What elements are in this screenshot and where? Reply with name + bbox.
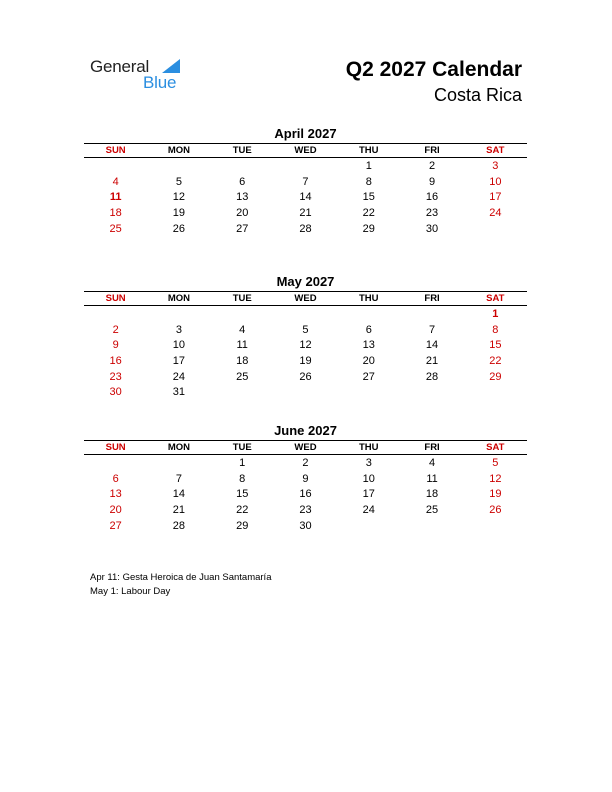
day-cell: 17	[489, 191, 502, 204]
day-cell: 20	[109, 503, 122, 516]
day-cell: 30	[425, 222, 439, 235]
weekday-label-tue: TUE	[232, 145, 252, 156]
week-row	[84, 384, 527, 400]
weekday-label-sat: SAT	[486, 293, 505, 304]
weekday-label-thu: THU	[359, 145, 379, 156]
day-cell: 19	[299, 354, 312, 367]
day-cell: 16	[299, 488, 312, 501]
weekday-label-sat: SAT	[486, 145, 505, 156]
week-row	[84, 471, 527, 487]
week-row	[84, 158, 527, 174]
weekday-header-row	[84, 440, 527, 455]
week-row	[84, 306, 527, 322]
day-cell: 15	[362, 191, 375, 204]
month-june	[84, 422, 527, 533]
week-row	[84, 189, 527, 205]
day-cell: 20	[362, 354, 375, 367]
weekday-label-fri: FRI	[424, 442, 440, 453]
day-cell: 29	[489, 370, 502, 383]
country-name: Costa Rica	[433, 85, 522, 105]
holiday-list	[90, 571, 271, 598]
day-cell: 12	[489, 472, 502, 485]
day-cell: 18	[109, 206, 122, 219]
day-cell: 14	[425, 339, 439, 352]
day-cell: 15	[489, 339, 502, 352]
weekday-label-mon: MON	[167, 145, 190, 156]
day-cell: 15	[236, 488, 249, 501]
day-cell: 25	[109, 222, 122, 235]
day-cell: 24	[489, 206, 502, 219]
day-cell: 14	[172, 488, 186, 501]
month-may	[84, 273, 527, 400]
day-cell: 9	[112, 339, 119, 352]
weekday-label-sun: SUN	[105, 293, 126, 304]
day-cell: 2	[428, 159, 436, 172]
day-cell: 8	[239, 472, 246, 485]
day-cell: 8	[492, 323, 499, 336]
day-cell: 23	[299, 503, 312, 516]
day-cell: 18	[236, 354, 249, 367]
day-cell: 23	[109, 370, 122, 383]
day-cell: 22	[489, 354, 502, 367]
day-cell: 26	[172, 222, 186, 235]
day-cell: 17	[172, 354, 186, 367]
day-cell: 21	[299, 206, 312, 219]
weekday-header-row	[84, 143, 527, 158]
day-cell: 28	[299, 222, 312, 235]
day-cell: 27	[362, 370, 375, 383]
weekday-label-thu: THU	[359, 442, 379, 453]
day-cell: 2	[112, 323, 119, 336]
day-cell: 25	[236, 370, 249, 383]
day-cell: 3	[365, 456, 372, 469]
day-cell: 6	[112, 472, 119, 485]
day-cell: 16	[109, 354, 122, 367]
day-cell: 21	[425, 354, 439, 367]
week-row	[84, 337, 527, 353]
day-cell: 13	[362, 339, 375, 352]
week-row	[84, 322, 527, 338]
day-cell: 13	[109, 488, 122, 501]
holiday-item: May 1: Labour Day	[90, 585, 171, 597]
day-cell: 27	[236, 222, 249, 235]
day-cell: 25	[425, 503, 439, 516]
weekday-label-wed: WED	[294, 145, 317, 156]
logo-triangle-icon	[162, 59, 180, 73]
holiday-item: Apr 11: Gesta Heroica de Juan Santamaría	[90, 572, 272, 583]
day-cell: 21	[172, 503, 186, 516]
month-title: June 2027	[274, 423, 337, 438]
day-cell: 6	[365, 323, 372, 336]
day-cell: 1	[239, 456, 246, 469]
month-title: May 2027	[276, 274, 335, 289]
day-cell: 1	[365, 159, 372, 172]
month-title: April 2027	[274, 126, 337, 141]
weekday-label-tue: TUE	[232, 293, 252, 304]
day-cell: 14	[299, 191, 312, 204]
day-cell: 12	[172, 191, 186, 204]
weekday-label-thu: THU	[359, 293, 379, 304]
weekday-header-row	[84, 291, 527, 306]
day-cell: 11	[109, 191, 122, 204]
weekday-label-fri: FRI	[424, 293, 440, 304]
day-cell: 19	[489, 488, 502, 501]
day-cell: 18	[425, 488, 439, 501]
day-cell: 17	[362, 488, 375, 501]
day-cell: 23	[425, 206, 439, 219]
week-row	[84, 369, 527, 385]
day-cell: 5	[302, 323, 309, 336]
day-cell: 9	[302, 472, 309, 485]
week-row	[84, 455, 527, 471]
weekday-label-sun: SUN	[105, 442, 126, 453]
week-row	[84, 174, 527, 190]
day-cell: 10	[362, 472, 375, 485]
day-cell: 26	[299, 370, 312, 383]
day-cell: 6	[239, 175, 246, 188]
day-cell: 26	[489, 503, 502, 516]
day-cell: 20	[236, 206, 249, 219]
weekday-label-mon: MON	[167, 293, 190, 304]
week-row	[84, 486, 527, 502]
day-cell: 16	[425, 191, 439, 204]
week-row	[84, 518, 527, 534]
day-cell: 11	[236, 339, 248, 352]
day-cell: 19	[172, 206, 186, 219]
week-row	[84, 221, 527, 237]
day-cell: 10	[489, 175, 502, 188]
logo-text-general: General	[90, 57, 150, 76]
day-cell: 5	[492, 456, 499, 469]
day-cell: 3	[175, 323, 182, 336]
day-cell: 24	[362, 503, 375, 516]
page-title: Q2 2027 Calendar	[345, 58, 522, 81]
day-cell: 4	[239, 323, 246, 336]
weekday-label-fri: FRI	[424, 145, 440, 156]
day-cell: 7	[302, 175, 309, 188]
day-cell: 22	[236, 503, 249, 516]
day-cell: 4	[428, 456, 436, 469]
logo-text-blue: Blue	[143, 73, 177, 92]
day-cell: 8	[365, 175, 372, 188]
day-cell: 22	[362, 206, 375, 219]
day-cell: 10	[172, 339, 186, 352]
day-cell: 4	[112, 175, 119, 188]
day-cell: 11	[426, 472, 438, 485]
day-cell: 28	[425, 370, 439, 383]
day-cell: 28	[172, 519, 186, 532]
weekday-label-sat: SAT	[486, 442, 505, 453]
day-cell: 2	[302, 456, 309, 469]
weekday-label-mon: MON	[167, 442, 190, 453]
day-cell: 1	[492, 307, 499, 320]
day-cell: 5	[175, 175, 182, 188]
day-cell: 7	[428, 323, 436, 336]
day-cell: 27	[109, 519, 122, 532]
day-cell: 7	[175, 472, 182, 485]
day-cell: 9	[428, 175, 436, 188]
weekday-label-tue: TUE	[232, 442, 252, 453]
day-cell: 31	[172, 386, 186, 399]
week-row	[84, 502, 527, 518]
day-cell: 29	[362, 222, 375, 235]
generalblue-logo	[90, 57, 190, 93]
day-cell: 12	[299, 339, 312, 352]
day-cell: 30	[109, 386, 122, 399]
day-cell: 29	[236, 519, 249, 532]
day-cell: 3	[492, 159, 499, 172]
weekday-label-wed: WED	[294, 442, 317, 453]
day-cell: 13	[236, 191, 249, 204]
week-row	[84, 205, 527, 221]
week-row	[84, 353, 527, 369]
day-cell: 24	[172, 370, 186, 383]
weekday-label-wed: WED	[294, 293, 317, 304]
month-april	[84, 125, 527, 236]
day-cell: 30	[299, 519, 312, 532]
weekday-label-sun: SUN	[105, 145, 126, 156]
